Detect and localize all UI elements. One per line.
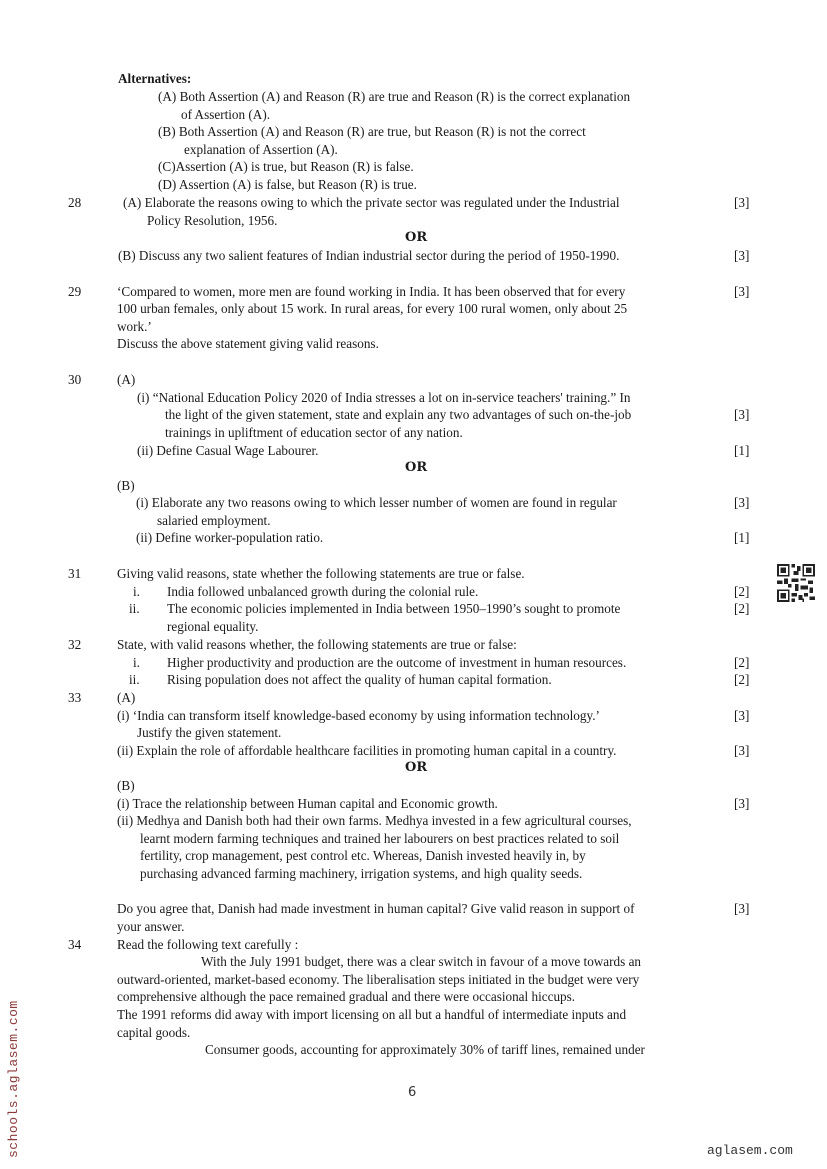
- alternative-c: (C)Assertion (A) is true, but Reason (R) is false.: [158, 159, 414, 174]
- marks-badge: [2]: [734, 601, 750, 616]
- q33-a-i-line1: (i) ‘India can transform itself knowledge-based economy by using information technology.’: [117, 708, 600, 723]
- q33-b-ii-line2: learnt modern farming techniques and trained her labourers on best practices related to soil: [140, 831, 620, 846]
- marks-badge: [3]: [734, 248, 750, 263]
- marks-badge: [3]: [734, 195, 750, 210]
- or-separator: OR: [405, 460, 428, 475]
- marks-badge: [2]: [734, 672, 750, 687]
- q34-passage-p2-line1: The 1991 reforms did away with import licensing on all but a handful of intermediate inputs and: [117, 1007, 627, 1022]
- item-number: i.: [133, 584, 140, 599]
- q30-b-ii: (ii) Define worker-population ratio.: [136, 530, 324, 545]
- q28-b-line1: (B) Discuss any two salient features of Indian industrial sector during the period of 1950-1990.: [118, 248, 620, 263]
- q33-b-i: (i) Trace the relationship between Human capital and Economic growth.: [117, 796, 498, 811]
- q31-item-ii-line1: The economic policies implemented in India between 1950–1990’s sought to promote: [167, 601, 621, 616]
- q34-passage-p2-line2: capital goods.: [117, 1025, 191, 1040]
- q29-line2: 100 urban females, only about 15 work. In rural areas, for every 100 rural women, only about 25: [117, 301, 628, 316]
- q33-b-ii-line4: purchasing advanced farming machinery, irrigation systems, and high quality seeds.: [140, 866, 583, 881]
- question-number: 31: [68, 566, 82, 581]
- q30-a-i-line1: (i) “National Education Policy 2020 of India stresses a lot on in-service teachers' training.” In: [137, 390, 631, 405]
- q30-a-ii: (ii) Define Casual Wage Labourer.: [137, 443, 319, 458]
- item-number: ii.: [129, 672, 140, 687]
- q32-item-i: Higher productivity and production are the outcome of investment in human resources.: [167, 655, 627, 670]
- marks-badge: [2]: [734, 584, 750, 599]
- q31-item-i: India followed unbalanced growth during the colonial rule.: [167, 584, 479, 599]
- q33-a-ii: (ii) Explain the role of affordable healthcare facilities in promoting human capital in a country.: [117, 743, 617, 758]
- question-number: 33: [68, 690, 82, 705]
- q33-b-ii-line3: fertility, crop management, pest control etc. Whereas, Danish invested heavily in, by: [140, 848, 586, 863]
- or-separator: OR: [405, 230, 428, 245]
- q34-passage-p3-line1: Consumer goods, accounting for approximately 30% of tariff lines, remained under: [205, 1042, 645, 1057]
- marks-badge: [2]: [734, 655, 750, 670]
- q33-b-label: (B): [117, 778, 135, 793]
- marks-badge: [3]: [734, 284, 750, 299]
- marks-badge: [3]: [734, 901, 750, 916]
- alternative-b-line1: (B) Both Assertion (A) and Reason (R) are true, but Reason (R) is not the correct: [158, 124, 586, 139]
- alternative-d: (D) Assertion (A) is false, but Reason (R) is true.: [158, 177, 417, 192]
- marks-badge: [3]: [734, 407, 750, 422]
- q34-stem: Read the following text carefully :: [117, 937, 299, 952]
- q32-item-ii: Rising population does not affect the quality of human capital formation.: [167, 672, 552, 687]
- question-number: 32: [68, 637, 82, 652]
- q29-line1: ‘Compared to women, more men are found working in India. It has been observed that for every: [117, 284, 626, 299]
- item-number: i.: [133, 655, 140, 670]
- side-watermark[interactable]: schools.aglasem.com: [6, 1000, 21, 1158]
- q28-a-line1: (A) Elaborate the reasons owing to which the private sector was regulated under the Industrial: [123, 195, 620, 210]
- footer-watermark[interactable]: aglasem.com: [707, 1143, 793, 1158]
- question-number: 30: [68, 372, 82, 387]
- q33-b-question-line2: your answer.: [117, 919, 185, 934]
- alternative-a-line2: of Assertion (A).: [181, 107, 271, 122]
- q30-b-label: (B): [117, 478, 135, 493]
- q28-a-line2: Policy Resolution, 1956.: [147, 213, 278, 228]
- marks-badge: [3]: [734, 743, 750, 758]
- q34-passage-p1-line1: With the July 1991 budget, there was a clear switch in favour of a move towards an: [201, 954, 642, 969]
- marks-badge: [1]: [734, 530, 750, 545]
- item-number: ii.: [129, 601, 140, 616]
- q30-a-i-line3: trainings in upliftment of education sector of any nation.: [165, 425, 463, 440]
- q29-line4: Discuss the above statement giving valid reasons.: [117, 336, 379, 351]
- question-number: 34: [68, 937, 82, 952]
- q30-b-i-line2: salaried employment.: [157, 513, 271, 528]
- marks-badge: [1]: [734, 443, 750, 458]
- qr-code-icon[interactable]: [777, 564, 815, 602]
- alternatives-heading: Alternatives:: [118, 71, 192, 86]
- marks-badge: [3]: [734, 495, 750, 510]
- q33-b-ii-line1: (ii) Medhya and Danish both had their own farms. Medhya invested in a few agricultural courses,: [117, 813, 632, 828]
- q33-a-label: (A): [117, 690, 136, 705]
- q31-item-ii-line2: regional equality.: [167, 619, 259, 634]
- q33-a-i-line2: Justify the given statement.: [137, 725, 282, 740]
- question-number: 28: [68, 195, 82, 210]
- marks-badge: [3]: [734, 796, 750, 811]
- page-number: 6: [408, 1085, 417, 1100]
- q30-b-i-line1: (i) Elaborate any two reasons owing to which lesser number of women are found in regular: [136, 495, 617, 510]
- marks-badge: [3]: [734, 708, 750, 723]
- q29-line3: work.’: [117, 319, 152, 334]
- q33-b-question-line1: Do you agree that, Danish had made investment in human capital? Give valid reason in support of: [117, 901, 635, 916]
- alternative-a-line1: (A) Both Assertion (A) and Reason (R) are true and Reason (R) is the correct explanation: [158, 89, 631, 104]
- q30-a-i-line2: the light of the given statement, state and explain any two advantages of such on-the-job: [165, 407, 632, 422]
- question-number: 29: [68, 284, 82, 299]
- q30-a-label: (A): [117, 372, 136, 387]
- q32-stem: State, with valid reasons whether, the following statements are true or false:: [117, 637, 517, 652]
- q31-stem: Giving valid reasons, state whether the following statements are true or false.: [117, 566, 525, 581]
- q34-passage-p1-line3: comprehensive although the pace remained gradual and there were occasional hiccups.: [117, 989, 576, 1004]
- alternative-b-line2: explanation of Assertion (A).: [184, 142, 338, 157]
- or-separator: OR: [405, 760, 428, 775]
- q34-passage-p1-line2: outward-oriented, market-based economy. The liberalisation steps initiated in the budget were very: [117, 972, 640, 987]
